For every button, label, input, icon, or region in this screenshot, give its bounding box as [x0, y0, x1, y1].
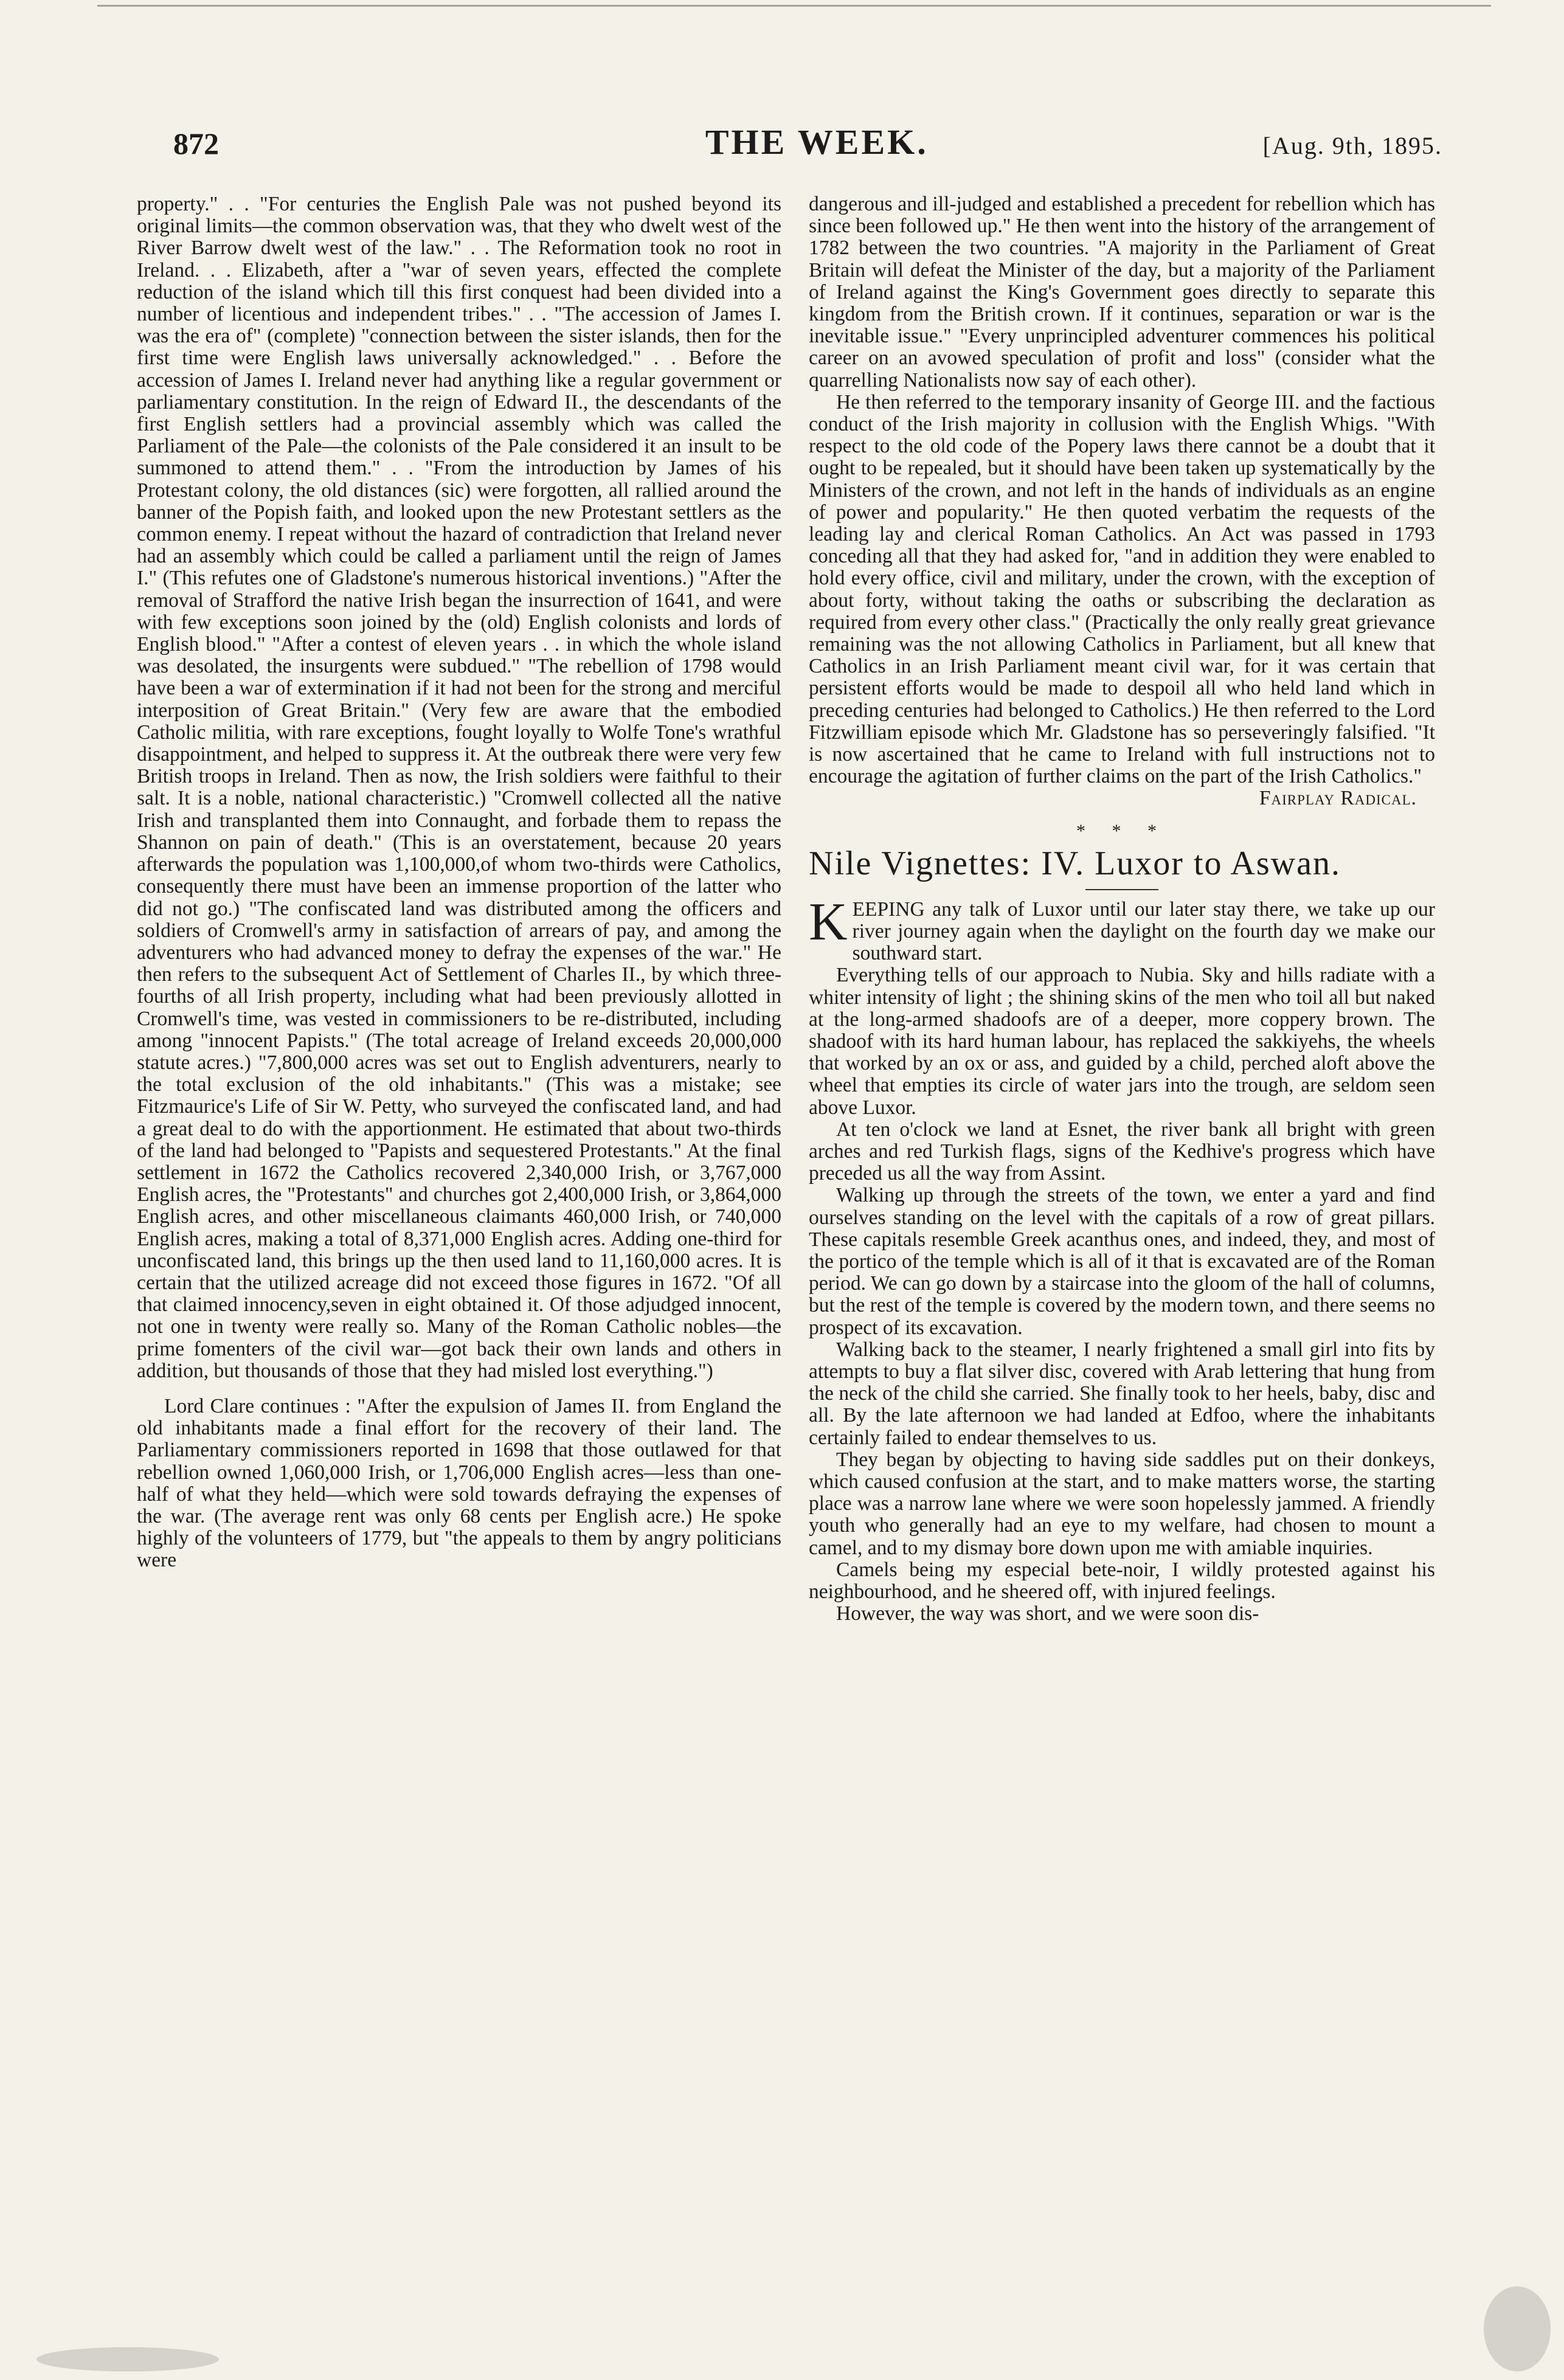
article-paragraph: property." . . "For centuries the English Pale was not pushed beyond its original limits—the common observation was, that they who dwelt west of the River Barrow dwelt west of the law." . . The Reformation took no root in Ireland. . . Elizabeth, after a "war of seven years, effected the complete reduction of the island which till this first conquest had been divided into a number of licentious and independent tribes." . . "The accession of James I. was the era of" (complete) "connection between the sister islands, then for the first time were English laws universally acknowledged." . . Before the accession of James I. Ireland never had anything like a regular government or parliamentary constitution. In the reign of Edward II., the descendants of the first English settlers had a provincial assembly which was called the Parliament of the Pale—the colonists of the Pale considered it an insult to be summoned to attend them." . . "From the introduction by James of his Protestant colony, the old distances (sic) were forgotten, all rallied around the banner of the Popish faith, and looked upon the new Protestant settlers as the common enemy. I repeat without the hazard of contradiction that Ireland never had an assembly which could be called a parliament until the reign of James I." (This refutes one of Gladstone's numerous historical inventions.) "After the removal of Strafford the native Irish began the insurrection of 1641, and were with few exceptions soon joined by the (old) English colonists and lords of English blood." "After a contest of eleven years . . in which the whole island was desolated, the insurgents were subdued." "The rebellion of 1798 would have been a war of extermination if it had not been for the strong and merciful interposition of Great Britain." (Very few are aware that the embodied Catholic militia, with rare exceptions, fought loyally to Wolfe Tone's wrathful disappointment, and helped to suppress it. At the outbreak there were very few British troops in Ireland. Then as now, the Irish soldiers were faithful to their salt. It is a noble, national characteristic.) "Cromwell collected all the native Irish and transplanted them into Connaught, and forbade them to repass the Shannon on pain of death." (This is an overstatement, because 20 years afterwards the population was 1,100,000,of whom two-thirds were Catholics, consequently there must have been an immense proportion of the latter who did not go.) "The confiscated land was distributed among the officers and soldiers of Cromwell's army in satisfaction of arrears of pay, and among the adventurers who had advanced money to defray the expenses of the war." He then refers to the subsequent Act of Settlement of Charles II., by which three-fourths of all Irish property, including what had been previously allotted in Cromwell's time, was vested in commissioners to be re-distributed, including among "innocent Papists." (The total acreage of Ireland exceeds 20,000,000 statute acres.) "7,800,000 acres was set out to English adventurers, nearly to the total exclusion of the old inhabitants." (This was a mistake; see Fitzmaurice's Life of Sir W. Petty, who surveyed the confiscated land, and had a great deal to do with the apportionment. He estimated that about two-thirds of the land had belonged to "Papists and sequestered Protestants." At the final settlement in 1672 the Catholics recovered 2,340,000 Irish, or 3,767,000 English acres, the "Protestants" and churches got 2,400,000 Irish, or 3,864,000 English acres, and other miscellaneous claimants 460,000 Irish, or 740,000 English acres, making a total of 8,371,000 English acres. Adding one-third for unconfiscated land, this brings up the then used land to 11,160,000 acres. It is certain that the utilized acreage did not exceed those figures in 1672. "Of all that claimed innocency,seven in eight obtained it. Of those adjudged innocent, not one in twenty were really so. Many of the Roman Catholic nobles—the prime fomenters of the civil war—got back their own lands and others in addition, but thousands of those that they had misled lost everything.") [137, 193, 781, 1382]
article-paragraph: Walking back to the steamer, I nearly frightened a small girl into fits by attempts to buy a flat silver disc, covered with Arab lettering that hung from the neck of the child she carried. She finally took to her heels, baby, disc and all. By the late afternoon we had landed at Edfoo, where the inhabitants certainly failed to endear themselves to us. [809, 1338, 1435, 1449]
right-column [809, 193, 1435, 1625]
article-paragraph: Camels being my especial bete-noir, I wildly protested against his neighbourhood, and he sheered off, with injured feelings. [809, 1558, 1435, 1603]
left-column [137, 193, 781, 1572]
article-paragraph: At ten o'clock we land at Esnet, the river bank all bright with green arches and red Turkish flags, signs of the Kedhive's progress which have preceded us all the way from Assint. [809, 1118, 1435, 1185]
article-paragraph: Lord Clare continues : "After the expulsion of James II. from England the old inhabitants made a final effort for the recovery of their land. The Parliamentary commissioners reported in 1698 that those outlawed for that rebellion owned 1,060,000 Irish, or 1,706,000 English acres—less than one-half of what they held—which were sold towards defraying the expenses of the war. (The average rent was only 68 cents per English acre.) He spoke highly of the volunteers of 1779, but "the appeals to them by angry politicians were [137, 1394, 781, 1572]
opening-text: EEPING any talk of Luxor until our later stay there, we take up our river journey again when the daylight on the fourth day we make our southward start. [852, 898, 1435, 965]
article-paragraph: He then referred to the temporary insanity of George III. and the factious conduct of the Irish majority in collusion with the English Whigs. "With respect to the old code of the Popery laws there cannot be a doubt that it ought to be repealed, but it should have been taken up systematically by the Ministers of the crown, and not left in the hands of individuals as an engine of power and popularity." He then quoted verbatim the requests of the leading lay and clerical Roman Catholics. An Act was passed in 1793 conceding all that they had asked for, "and in addition they were enabled to hold every office, civil and military, under the crown, with the exception of about forty, without taking the oaths or subscribing the declaration as required from every other class." (Practically the only really great grievance remaining was the not allowing Catholics in Parliament, but all knew that Catholics in an Irish Parliament meant civil war, for it was certain that persistent efforts would be made to despoil all who held land which in preceding centuries had belonged to Catholics.) He then referred to the Lord Fitzwilliam episode which Mr. Gladstone has so perseveringly falsified. "It is now ascertained that he came to Ireland with full instructions not to encourage the agitation of further claims on the part of the Irish Catholics." [809, 390, 1435, 788]
title-rule [1085, 889, 1158, 890]
article-paragraph: However, the way was short, and we were soon dis- [836, 1602, 1259, 1625]
scan-smudge [36, 2347, 219, 2371]
section-title: Nile Vignettes: IV. Luxor to Aswan. [809, 844, 1341, 882]
scan-smudge [1484, 2286, 1551, 2371]
author-signature: Fairplay Radical. [1259, 787, 1417, 810]
article-paragraph: Walking up through the streets of the town, we enter a yard and find ourselves standing on the level with the capitals of a row of great pillars. These capitals resemble Greek acanthus ones, and indeed, they, and most of the portico of the temple which is all of it that is excavated are of the Roman period. We can go down by a staircase into the gloom of the hall of columns, but the rest of the temple is covered by the modern town, and there seems no prospect of its excavation. [809, 1184, 1435, 1339]
opening-paragraph [809, 892, 1435, 965]
article-paragraph: They began by objecting to having side saddles put on their donkeys, which caused confusion at the start, and to make matters worse, the starting place was a narrow lane where we were soon hopelessly jammed. A friendly youth who generally had an eye to my welfare, had chosen to mount a camel, and to my dismay bore down upon me with amiable inquiries. [809, 1448, 1435, 1559]
drop-cap: K [809, 892, 848, 952]
article-paragraph: dangerous and ill-judged and established a precedent for rebellion which has since been followed up." He then went into the history of the arrangement of 1782 between the two countries. "A majority in the Parliament of Great Britain will defeat the Minister of the day, but a majority of the Parliament of Ireland against the King's Government goes directly to separate this kingdom from the British crown. If it continues, separation or war is the inevitable issue." "Every unprincipled adventurer commences his political career on an avowed speculation of profit and loss" (consider what the quarrelling Nationalists now say of each other). [809, 193, 1435, 392]
article-paragraph: Everything tells of our approach to Nubia. Sky and hills radiate with a whiter intensity of light ; the shining skins of the men who toil all but naked at the long-armed shadoofs are of a deeper, more coppery brown. The shadoof with its hard human labour, has replaced the sakkiyehs, the wheels that worked by an ox or ass, and guided by a child, perched aloft above the wheel that empties its circle of water jars into the trough, are seldom seen above Luxor. [809, 964, 1435, 1119]
page-number: 872 [173, 126, 219, 161]
journal-title: THE WEEK. [705, 122, 929, 162]
section-asterism: * * * [1076, 820, 1168, 841]
issue-date: [Aug. 9th, 1895. [1262, 132, 1442, 159]
running-head [173, 122, 1442, 164]
top-edge-rule [97, 5, 1491, 7]
